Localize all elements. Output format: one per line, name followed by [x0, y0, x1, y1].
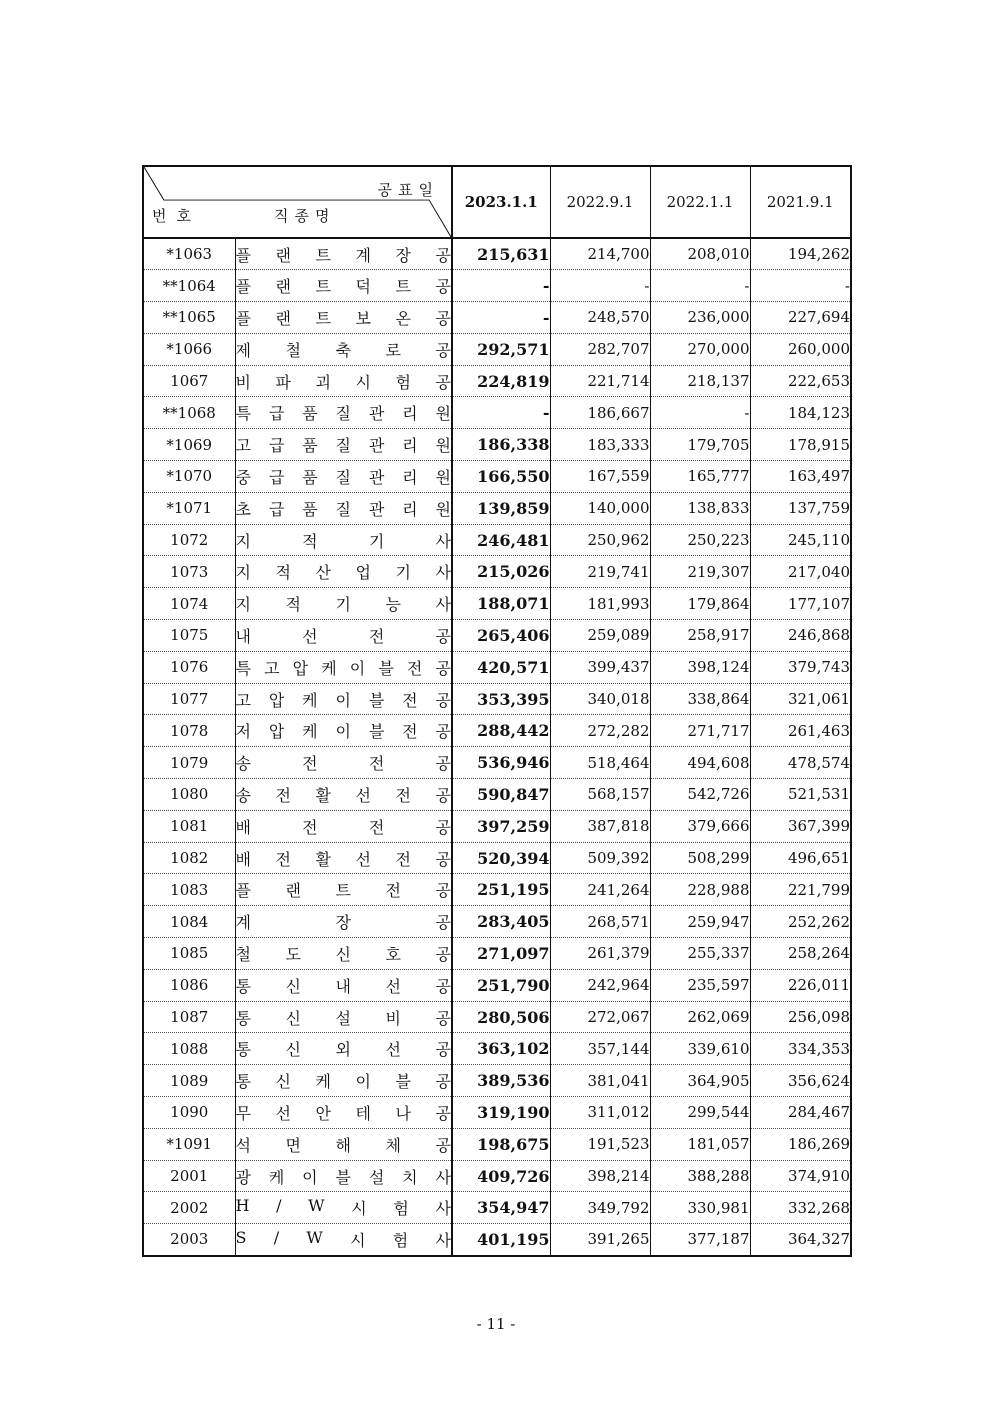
row-job-name	[235, 906, 452, 938]
table-row	[143, 524, 851, 556]
value-2021-9-1: 478,574	[750, 747, 851, 779]
value-2023-1-1: 353,395	[452, 683, 550, 715]
value-2021-9-1: 256,098	[750, 1001, 851, 1033]
value-2021-9-1: 227,694	[750, 302, 851, 334]
value-2022-9-1: 140,000	[550, 492, 650, 524]
table-row	[143, 429, 851, 461]
row-job-name	[235, 747, 452, 779]
row-number: 2003	[170, 1230, 209, 1249]
row-number: 1080	[143, 779, 235, 811]
value-2023-1-1: 283,405	[452, 906, 550, 938]
row-job-name	[235, 969, 452, 1001]
value-2022-1-1: 255,337	[650, 938, 750, 970]
value-2023-1-1: 215,026	[452, 556, 550, 588]
value-2022-1-1: 236,000	[650, 302, 750, 334]
value-2022-9-1: 242,964	[550, 969, 650, 1001]
table-row	[143, 238, 851, 270]
row-job-name	[235, 238, 452, 270]
job-name-text: 중 급 품 질 관 리 원	[235, 467, 451, 487]
table-row	[143, 620, 851, 652]
value-2022-1-1: -	[650, 397, 750, 429]
value-2022-1-1: 250,223	[650, 524, 750, 556]
job-name-text: 통 신 내 선 공	[235, 976, 451, 996]
table-row	[143, 461, 851, 493]
job-name-text: 지 적 기 능 사	[235, 595, 451, 615]
row-number: 1077	[143, 683, 235, 715]
value-2022-1-1: 299,544	[650, 1097, 750, 1129]
value-2022-1-1: 339,610	[650, 1033, 750, 1065]
row-job-name	[235, 524, 452, 556]
value-2022-1-1: 262,069	[650, 1001, 750, 1033]
table-row	[143, 588, 851, 620]
value-2021-9-1: 496,651	[750, 842, 851, 874]
table-row	[143, 1097, 851, 1129]
value-2023-1-1: 292,571	[452, 333, 550, 365]
value-2021-9-1: 194,262	[750, 238, 851, 270]
row-job-name	[235, 1192, 452, 1224]
job-name-text: 배 전 활 선 전 공	[235, 849, 451, 869]
job-name-text: 지 적 기 사	[235, 531, 451, 551]
job-name-text: 송 전 활 선 전 공	[235, 785, 451, 805]
value-2023-1-1: 246,481	[452, 524, 550, 556]
value-2022-1-1: 379,666	[650, 810, 750, 842]
value-2023-1-1: 186,338	[452, 429, 550, 461]
row-job-name	[235, 492, 452, 524]
value-2022-1-1: 398,124	[650, 651, 750, 683]
value-2022-9-1: 357,144	[550, 1033, 650, 1065]
value-2023-1-1: 251,195	[452, 874, 550, 906]
value-2022-9-1: 340,018	[550, 683, 650, 715]
value-2023-1-1: 590,847	[452, 779, 550, 811]
value-2022-1-1: 270,000	[650, 333, 750, 365]
value-2021-9-1: 334,353	[750, 1033, 851, 1065]
job-name-text: 배 전 전 공	[235, 817, 451, 837]
value-2023-1-1: 354,947	[452, 1192, 550, 1224]
table-row	[143, 1001, 851, 1033]
value-2022-9-1: 167,559	[550, 461, 650, 493]
job-name-text: S / W 시 험 사	[235, 1227, 451, 1250]
table-row	[143, 1065, 851, 1097]
value-2021-9-1: 258,264	[750, 938, 851, 970]
row-number: **1064	[143, 270, 235, 302]
row-job-name	[235, 715, 452, 747]
row-number: 2001	[143, 1160, 235, 1192]
row-job-name	[235, 429, 452, 461]
value-2023-1-1: 420,571	[452, 651, 550, 683]
value-2023-1-1: 188,071	[452, 588, 550, 620]
value-2022-1-1: 228,988	[650, 874, 750, 906]
header-date-4: 2021.9.1	[750, 166, 851, 238]
table-row	[143, 1128, 851, 1160]
job-name-text: 제 철 축 로 공	[235, 340, 451, 360]
row-job-name	[235, 333, 452, 365]
value-2022-1-1: 494,608	[650, 747, 750, 779]
value-2021-9-1: -	[750, 270, 851, 302]
row-job-name	[235, 556, 452, 588]
row-number: **1068	[143, 397, 235, 429]
row-number: *1070	[143, 461, 235, 493]
value-2022-9-1: 399,437	[550, 651, 650, 683]
job-name-text: 초 급 품 질 관 리 원	[235, 499, 451, 519]
job-name-text: 고 급 품 질 관 리 원	[235, 436, 451, 456]
value-2022-1-1: 338,864	[650, 683, 750, 715]
value-2022-1-1: 258,917	[650, 620, 750, 652]
header-date-3: 2022.1.1	[650, 166, 750, 238]
table-row	[143, 397, 851, 429]
row-number: 1085	[143, 938, 235, 970]
value-2023-1-1: 401,195	[452, 1224, 550, 1256]
value-2021-9-1: 221,799	[750, 874, 851, 906]
table-row	[143, 651, 851, 683]
value-2023-1-1: 363,102	[452, 1033, 550, 1065]
row-job-name	[235, 397, 452, 429]
value-2021-9-1: 260,000	[750, 333, 851, 365]
value-2022-9-1: 349,792	[550, 1192, 650, 1224]
value-2022-9-1: 381,041	[550, 1065, 650, 1097]
table-row	[143, 874, 851, 906]
value-2022-9-1: 214,700	[550, 238, 650, 270]
row-job-name	[235, 874, 452, 906]
table-row	[143, 270, 851, 302]
value-2021-9-1: 217,040	[750, 556, 851, 588]
value-2022-9-1: 272,067	[550, 1001, 650, 1033]
value-2022-1-1: 219,307	[650, 556, 750, 588]
value-2023-1-1: 409,726	[452, 1160, 550, 1192]
value-2022-9-1: -	[550, 270, 650, 302]
value-2022-9-1: 272,282	[550, 715, 650, 747]
job-name-text: 통 신 설 비 공	[235, 1008, 451, 1028]
value-2021-9-1: 252,262	[750, 906, 851, 938]
wage-table	[142, 165, 852, 1257]
value-2022-9-1: 311,012	[550, 1097, 650, 1129]
value-2022-9-1: 268,571	[550, 906, 650, 938]
value-2023-1-1: 397,259	[452, 810, 550, 842]
value-2022-9-1: 181,993	[550, 588, 650, 620]
value-2022-1-1: -	[650, 270, 750, 302]
table-row	[143, 1033, 851, 1065]
row-number: 1082	[143, 842, 235, 874]
value-2021-9-1: 137,759	[750, 492, 851, 524]
row-number: 1073	[143, 556, 235, 588]
value-2021-9-1: 284,467	[750, 1097, 851, 1129]
job-name-text: 플 랜 트 전 공	[235, 881, 451, 901]
page-number: - 11 -	[476, 1315, 516, 1333]
value-2022-9-1: 259,089	[550, 620, 650, 652]
header-corner-cell	[143, 166, 452, 238]
row-job-name	[235, 1001, 452, 1033]
value-2021-9-1: 332,268	[750, 1192, 851, 1224]
row-job-name	[235, 1160, 452, 1192]
job-name-text: 통 신 케 이 블 공	[235, 1072, 451, 1092]
value-2022-9-1: 250,962	[550, 524, 650, 556]
row-number: *1091	[143, 1128, 235, 1160]
table-row	[143, 715, 851, 747]
table-row	[143, 842, 851, 874]
table-row	[143, 1192, 851, 1224]
value-2022-9-1: 568,157	[550, 779, 650, 811]
row-job-name	[235, 302, 452, 334]
row-job-name	[235, 588, 452, 620]
job-name-text: 특 급 품 질 관 리 원	[235, 404, 451, 424]
value-2023-1-1: 251,790	[452, 969, 550, 1001]
row-number: *1069	[143, 429, 235, 461]
table-row	[143, 365, 851, 397]
table-row	[143, 1224, 851, 1256]
job-name-text: 지 적 산 업 기 사	[235, 563, 451, 583]
value-2022-9-1: 221,714	[550, 365, 650, 397]
header-date-2: 2022.9.1	[550, 166, 650, 238]
row-job-name	[235, 1065, 452, 1097]
row-number: 1087	[143, 1001, 235, 1033]
row-number: 1088	[143, 1033, 235, 1065]
value-2022-9-1: 391,265	[550, 1224, 650, 1256]
job-name-text: 통 신 외 선 공	[235, 1040, 451, 1060]
row-number: 2002	[143, 1192, 235, 1224]
value-2022-9-1: 248,570	[550, 302, 650, 334]
header-date-1: 2023.1.1	[452, 166, 550, 238]
value-2022-9-1: 191,523	[550, 1128, 650, 1160]
table-row	[143, 810, 851, 842]
value-2021-9-1: 521,531	[750, 779, 851, 811]
value-2022-9-1: 219,741	[550, 556, 650, 588]
job-name-text: H / W 시 험 사	[235, 1196, 451, 1219]
table-row	[143, 333, 851, 365]
value-2023-1-1: 166,550	[452, 461, 550, 493]
value-2021-9-1: 379,743	[750, 651, 851, 683]
value-2022-9-1: 387,818	[550, 810, 650, 842]
table-row	[143, 492, 851, 524]
row-job-name	[235, 1128, 452, 1160]
diagonal-divider	[144, 167, 451, 237]
job-name-text: 석 면 해 체 공	[235, 1135, 451, 1155]
job-name-text: 특 고 압 케 이 블 전 공	[235, 658, 451, 678]
value-2023-1-1: 271,097	[452, 938, 550, 970]
row-number: *1063	[143, 238, 235, 270]
value-2022-9-1: 241,264	[550, 874, 650, 906]
value-2022-1-1: 259,947	[650, 906, 750, 938]
value-2021-9-1: 178,915	[750, 429, 851, 461]
value-2021-9-1: 364,327	[750, 1224, 851, 1256]
row-number: 1081	[143, 810, 235, 842]
row-job-name	[235, 938, 452, 970]
value-2022-1-1: 179,864	[650, 588, 750, 620]
job-name-text: 플 랜 트 보 온 공	[235, 308, 451, 328]
row-number: *1071	[143, 492, 235, 524]
job-name-text: 내 선 전 공	[235, 626, 451, 646]
job-name-text: 계 장 공	[235, 913, 451, 933]
table-row	[143, 938, 851, 970]
table-row	[143, 302, 851, 334]
value-2022-9-1: 398,214	[550, 1160, 650, 1192]
value-2021-9-1: 367,399	[750, 810, 851, 842]
table-row	[143, 906, 851, 938]
value-2022-1-1: 364,905	[650, 1065, 750, 1097]
value-2022-1-1: 330,981	[650, 1192, 750, 1224]
value-2022-1-1: 181,057	[650, 1128, 750, 1160]
value-2021-9-1: 163,497	[750, 461, 851, 493]
value-2021-9-1: 186,269	[750, 1128, 851, 1160]
value-2023-1-1: -	[452, 270, 550, 302]
value-2023-1-1: 520,394	[452, 842, 550, 874]
value-2021-9-1: 177,107	[750, 588, 851, 620]
header-row	[143, 166, 851, 238]
row-job-name	[235, 779, 452, 811]
job-name-text: 송 전 전 공	[235, 754, 451, 774]
value-2022-1-1: 235,597	[650, 969, 750, 1001]
value-2022-9-1: 261,379	[550, 938, 650, 970]
job-name-text: 저 압 케 이 블 전 공	[235, 722, 451, 742]
value-2023-1-1: 280,506	[452, 1001, 550, 1033]
row-number: 1074	[143, 588, 235, 620]
value-2023-1-1: 139,859	[452, 492, 550, 524]
row-number: 1083	[143, 874, 235, 906]
row-number: 1089	[143, 1065, 235, 1097]
value-2022-9-1: 186,667	[550, 397, 650, 429]
row-job-name	[235, 1097, 452, 1129]
table-row	[143, 683, 851, 715]
value-2022-9-1: 518,464	[550, 747, 650, 779]
table-body	[143, 238, 851, 1256]
row-job-name	[235, 683, 452, 715]
value-2023-1-1: 319,190	[452, 1097, 550, 1129]
value-2022-1-1: 138,833	[650, 492, 750, 524]
value-2023-1-1: 389,536	[452, 1065, 550, 1097]
value-2022-1-1: 271,717	[650, 715, 750, 747]
value-2023-1-1: 215,631	[452, 238, 550, 270]
value-2021-9-1: 245,110	[750, 524, 851, 556]
table-row	[143, 747, 851, 779]
table-row	[143, 556, 851, 588]
value-2022-1-1: 179,705	[650, 429, 750, 461]
row-job-name	[235, 365, 452, 397]
table-row	[143, 1160, 851, 1192]
row-number: 1067	[143, 365, 235, 397]
value-2022-1-1: 208,010	[650, 238, 750, 270]
row-number: 1084	[143, 906, 235, 938]
row-number: 1072	[143, 524, 235, 556]
job-name-text: 무 선 안 테 나 공	[235, 1103, 451, 1123]
value-2022-1-1: 218,137	[650, 365, 750, 397]
value-2023-1-1: 536,946	[452, 747, 550, 779]
value-2021-9-1: 226,011	[750, 969, 851, 1001]
value-2021-9-1: 184,123	[750, 397, 851, 429]
header-number-label: 번호	[152, 207, 201, 225]
row-job-name	[235, 270, 452, 302]
value-2021-9-1: 261,463	[750, 715, 851, 747]
value-2023-1-1: -	[452, 302, 550, 334]
job-name-text: 고 압 케 이 블 전 공	[235, 690, 451, 710]
row-number: **1065	[143, 302, 235, 334]
row-number: 1090	[143, 1097, 235, 1129]
row-number: 1078	[143, 715, 235, 747]
value-2021-9-1: 356,624	[750, 1065, 851, 1097]
value-2022-9-1: 282,707	[550, 333, 650, 365]
job-name-text: 플 랜 트 계 장 공	[235, 245, 451, 265]
header-job-label: 직종명	[274, 207, 336, 225]
value-2021-9-1: 374,910	[750, 1160, 851, 1192]
header-date-label: 공표일	[377, 181, 439, 199]
row-number: 1076	[143, 651, 235, 683]
value-2022-1-1: 388,288	[650, 1160, 750, 1192]
row-number: 1075	[143, 620, 235, 652]
value-2021-9-1: 321,061	[750, 683, 851, 715]
value-2021-9-1: 246,868	[750, 620, 851, 652]
row-job-name	[235, 1224, 452, 1256]
row-number: 1086	[143, 969, 235, 1001]
row-job-name	[235, 842, 452, 874]
value-2022-1-1: 542,726	[650, 779, 750, 811]
table-row	[143, 779, 851, 811]
value-2023-1-1: 198,675	[452, 1128, 550, 1160]
value-2022-1-1: 508,299	[650, 842, 750, 874]
row-job-name	[235, 651, 452, 683]
value-2023-1-1: 288,442	[452, 715, 550, 747]
row-job-name	[235, 620, 452, 652]
value-2023-1-1: 224,819	[452, 365, 550, 397]
row-number: *1066	[143, 333, 235, 365]
value-2023-1-1: 265,406	[452, 620, 550, 652]
job-name-text: 플 랜 트 덕 트 공	[235, 277, 451, 297]
value-2022-9-1: 183,333	[550, 429, 650, 461]
row-job-name	[235, 1033, 452, 1065]
row-number: 1079	[143, 747, 235, 779]
row-job-name	[235, 810, 452, 842]
job-name-text: 비 파 괴 시 험 공	[235, 372, 451, 392]
table-row	[143, 969, 851, 1001]
job-name-text: 철 도 신 호 공	[235, 944, 451, 964]
value-2022-1-1: 165,777	[650, 461, 750, 493]
value-2021-9-1: 222,653	[750, 365, 851, 397]
value-2022-9-1: 509,392	[550, 842, 650, 874]
job-name-text: 광 케 이 블 설 치 사	[235, 1167, 451, 1187]
value-2022-1-1: 377,187	[650, 1224, 750, 1256]
value-2023-1-1: -	[452, 397, 550, 429]
row-job-name	[235, 461, 452, 493]
